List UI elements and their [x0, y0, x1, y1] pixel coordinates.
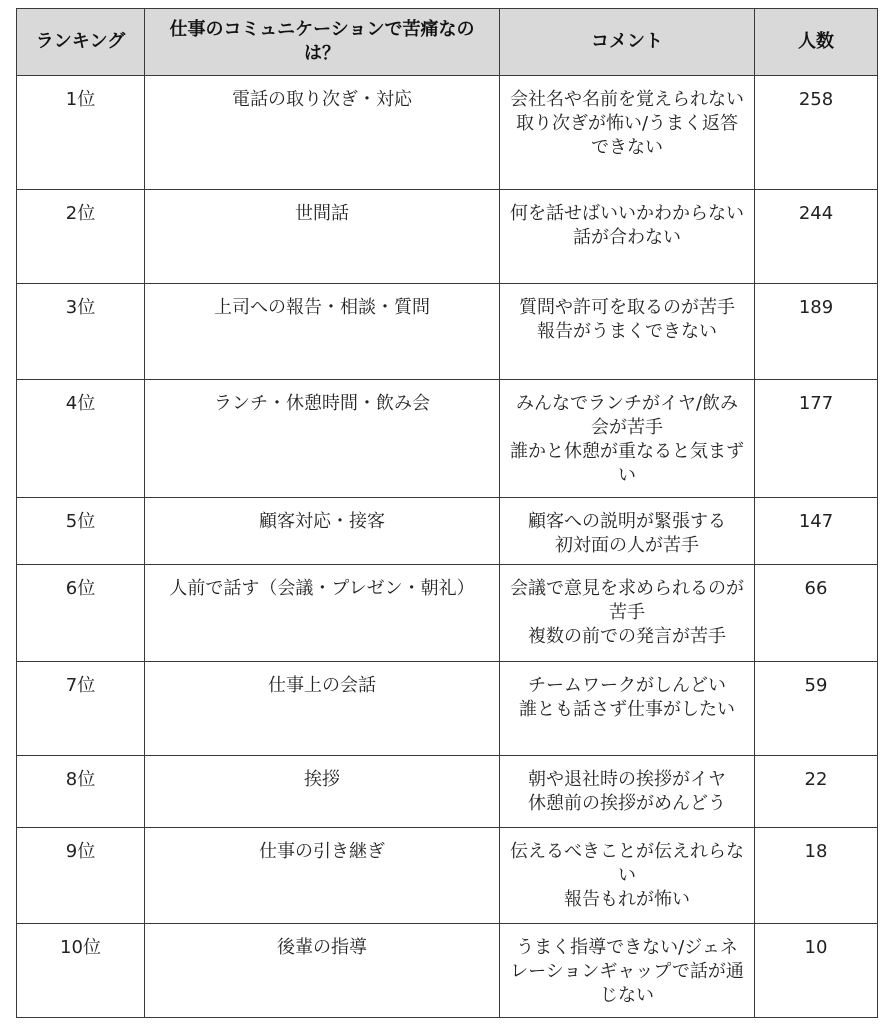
comment-line: 質問や許可を取るのが苦手 — [519, 297, 735, 319]
comment-line: 話が合わない — [573, 227, 681, 249]
table-row — [17, 923, 878, 1017]
comment-cell — [500, 284, 755, 380]
header-topic: 仕事のコミュニケーションで苦痛なのは？ — [145, 9, 500, 76]
topic-cell — [145, 284, 500, 380]
rank-cell: 6位 — [17, 565, 145, 661]
comment-cell — [500, 498, 755, 565]
table-row — [17, 284, 878, 380]
rank-cell: 7位 — [17, 661, 145, 755]
count-cell: 147 — [755, 498, 878, 565]
topic-text: 人前で話す（会議・プレゼン・朝礼） — [169, 578, 475, 600]
comment-line: 朝や退社時の挨拶がイヤ — [528, 768, 726, 790]
rank-cell: 1位 — [17, 76, 145, 190]
comment-cell — [500, 923, 755, 1017]
topic-cell — [145, 661, 500, 755]
table-row — [17, 76, 878, 190]
header-comment: コメント — [500, 9, 755, 76]
topic-cell — [145, 827, 500, 923]
rank-cell: 9位 — [17, 827, 145, 923]
topic-cell — [145, 755, 500, 827]
count-cell: 66 — [755, 565, 878, 661]
count-cell: 177 — [755, 380, 878, 498]
table-row — [17, 380, 878, 498]
rank-cell: 10位 — [17, 923, 145, 1017]
topic-text: 仕事の引き継ぎ — [259, 840, 385, 862]
count-cell: 22 — [755, 755, 878, 827]
topic-text: 電話の取り次ぎ・対応 — [232, 89, 412, 110]
table-row — [17, 661, 878, 755]
rank-cell: 8位 — [17, 755, 145, 827]
topic-text: 後輩の指導 — [277, 936, 367, 958]
comment-cell — [500, 380, 755, 498]
comment-line: 誰とも話さず仕事がしたい — [519, 698, 735, 720]
count-cell: 244 — [755, 190, 878, 284]
table-row — [17, 755, 878, 827]
topic-text: ランチ・休憩時間・飲み会 — [214, 393, 430, 415]
topic-text: 上司への報告・相談・質問 — [214, 297, 430, 319]
topic-text: 顧客対応・接客 — [259, 511, 385, 533]
comment-cell — [500, 755, 755, 827]
rank-cell: 3位 — [17, 284, 145, 380]
count-cell: 258 — [755, 76, 878, 190]
count-cell: 18 — [755, 827, 878, 923]
comment-line: 初対面の人が苦手 — [555, 535, 699, 557]
comment-cell — [500, 827, 755, 923]
topic-cell — [145, 498, 500, 565]
table-row — [17, 827, 878, 923]
comment-line: 取り次ぎが怖い/うまく返答できない — [515, 113, 739, 158]
table-row — [17, 190, 878, 284]
topic-text: 仕事上の会話 — [268, 674, 376, 696]
comment-line: 何を話せばいいかわからない — [510, 203, 744, 225]
header-row — [17, 9, 878, 76]
rank-cell: 5位 — [17, 498, 145, 565]
comment-line: 誰かと休憩が重なると気まずい — [510, 441, 744, 487]
comment-cell — [500, 76, 755, 190]
header-rank: ランキング — [17, 9, 145, 76]
table-body — [17, 76, 878, 1018]
header-count: 人数 — [755, 9, 878, 76]
topic-cell — [145, 380, 500, 498]
topic-cell — [145, 190, 500, 284]
topic-text: 挨拶 — [304, 768, 340, 790]
rank-cell: 4位 — [17, 380, 145, 498]
table-row — [17, 565, 878, 661]
topic-cell — [145, 76, 500, 190]
rank-cell: 2位 — [17, 190, 145, 284]
comment-line: 会議で意見を求められるのが苦手 — [510, 578, 744, 624]
comment-line: 複数の前での発言が苦手 — [528, 626, 726, 648]
count-cell: 189 — [755, 284, 878, 380]
comment-line: 会社名や名前を覚えられない — [510, 89, 744, 110]
table-row — [17, 498, 878, 565]
count-cell: 10 — [755, 923, 878, 1017]
comment-cell — [500, 190, 755, 284]
comment-line: みんなでランチがイヤ/飲み会が苦手 — [515, 393, 739, 439]
comment-line: 顧客への説明が緊張する — [528, 511, 726, 533]
comment-cell — [500, 565, 755, 661]
comment-line: 休憩前の挨拶がめんどう — [528, 792, 726, 814]
topic-text: 世間話 — [295, 203, 349, 225]
comment-line: 報告もれが怖い — [564, 888, 690, 910]
comment-line: 報告がうまくできない — [537, 321, 717, 343]
comment-line: チームワークがしんどい — [528, 674, 726, 696]
topic-cell — [145, 565, 500, 661]
topic-cell — [145, 923, 500, 1017]
comment-cell — [500, 661, 755, 755]
comment-line: うまく指導できない/ジェネレーションギャップで話が通じない — [510, 936, 744, 1006]
comment-line: 伝えるべきことが伝えれらない — [510, 840, 744, 886]
count-cell: 59 — [755, 661, 878, 755]
ranking-table — [16, 8, 878, 1018]
